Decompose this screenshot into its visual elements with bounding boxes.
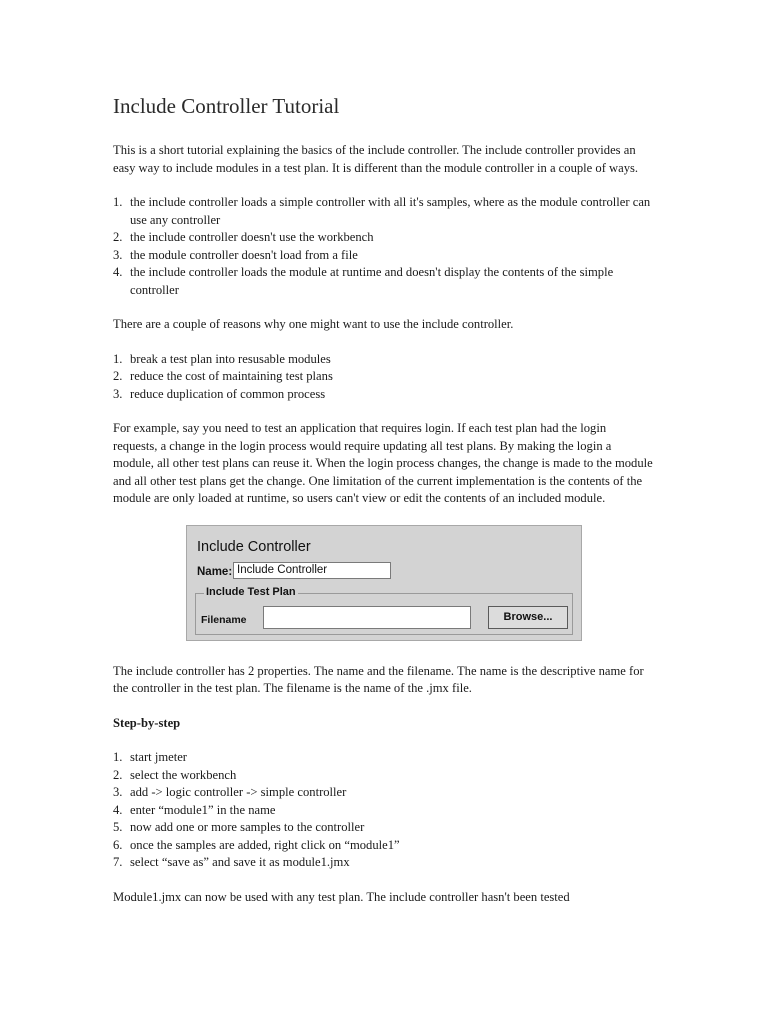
list-item: 4. the include controller loads the module at runtime and doesn't display the contents of the simple controller <box>113 265 614 297</box>
properties-paragraph: The include controller has 2 properties. The name and the filename. The name is the descriptive name for the controller in the test plan. The filename is the name of the .jmx file. <box>113 663 644 695</box>
list-item: 2. reduce the cost of maintaining test plans <box>113 369 333 383</box>
list-item: 4. enter “module1” in the name <box>113 802 276 817</box>
page-title: Include Controller Tutorial <box>113 94 340 118</box>
list-item: 1. break a test plan into resusable modules <box>113 351 331 366</box>
example-paragraph: For example, say you need to test an application that requires login. If each test plan had the login requests, a change in the login process would require updating all test plans. By making the login a module, all other test plans can reuse it. When the login process changes, the change is made to the module and all other test plans get the change. One limitation of the current implementation is the contents of the module are only loaded at runtime, so users can't view or edit the contents of an included module. <box>113 421 653 505</box>
panel-title: Include Controller <box>197 538 311 555</box>
list-item: 1. start jmeter <box>113 750 187 764</box>
list-item: 6. once the samples are added, right click on “module1” <box>113 837 400 852</box>
closing-paragraph: Module1.jmx can now be used with any test plan. The include controller hasn't been tested <box>113 889 570 904</box>
name-label: Name: <box>197 565 233 578</box>
include-controller-panel <box>186 525 582 641</box>
list-item: 3. reduce duplication of common process <box>113 386 326 401</box>
filename-input[interactable] <box>263 606 471 629</box>
include-test-plan-group <box>195 585 573 635</box>
steps-list <box>113 749 653 872</box>
steps-heading: Step-by-step <box>113 715 181 730</box>
intro-paragraph: This is a short tutorial explaining the basics of the include controller. The include controller provides an easy way to include modules in a test plan. It is different than the module controller in a couple of ways. <box>113 143 639 175</box>
browse-button[interactable]: Browse... <box>488 606 568 629</box>
reasons-intro: There are a couple of reasons why one might want to use the include controller. <box>113 317 514 331</box>
list-item: 5. now add one or more samples to the controller <box>113 820 365 834</box>
list-item: 2. the include controller doesn't use the workbench <box>113 230 374 244</box>
reasons-list <box>113 351 653 404</box>
differences-list <box>113 194 653 299</box>
document-page <box>113 92 653 923</box>
list-item: 2. select the workbench <box>113 767 237 782</box>
group-legend: Include Test Plan <box>206 585 296 598</box>
list-item: 7. select “save as” and save it as module1.jmx <box>113 855 350 869</box>
filename-label: Filename <box>201 613 247 626</box>
list-item: 3. the module controller doesn't load from a file <box>113 247 358 262</box>
list-item: 1. the include controller loads a simple controller with all it's samples, where as the module controller can use any controller <box>113 195 651 227</box>
list-item: 3. add -> logic controller -> simple controller <box>113 785 347 799</box>
name-input[interactable]: Include Controller <box>233 562 391 579</box>
